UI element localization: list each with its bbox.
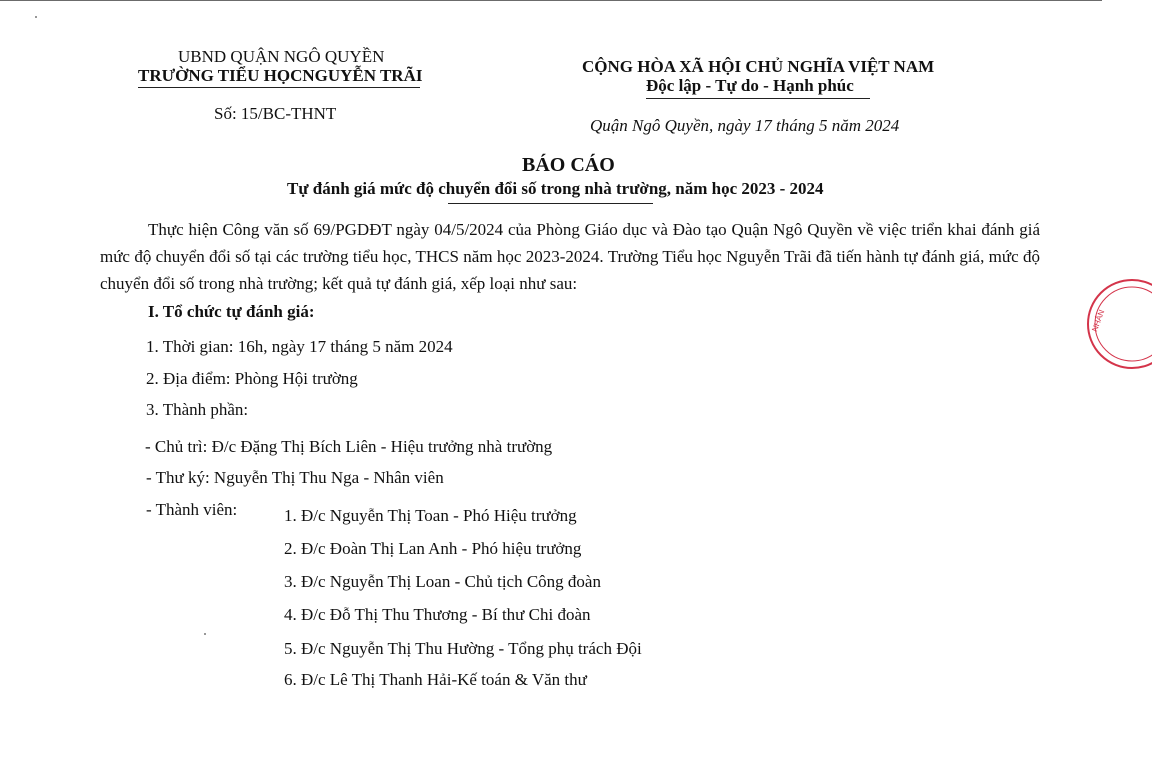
national-motto: Độc lập - Tự do - Hạnh phúc bbox=[646, 76, 854, 95]
members-label: - Thành viên: bbox=[146, 500, 238, 519]
issuing-organization: UBND QUẬN NGÔ QUYỀN bbox=[178, 47, 385, 66]
national-title: CỘNG HÒA XÃ HỘI CHỦ NGHĨA VIỆT NAM bbox=[582, 57, 935, 76]
document-title: BÁO CÁO bbox=[522, 154, 615, 176]
member-item: 5. Đ/c Nguyễn Thị Thu Hường - Tổng phụ trách Đội bbox=[284, 639, 642, 658]
stamp-text: NHÂN bbox=[1090, 308, 1107, 333]
scan-speck bbox=[204, 633, 206, 635]
secretary-line: - Thư ký: Nguyễn Thị Thu Nga - Nhân viên bbox=[146, 468, 444, 487]
subtitle-underline bbox=[448, 203, 653, 204]
scan-edge-line bbox=[0, 0, 1102, 1]
member-item: 6. Đ/c Lê Thị Thanh Hải-Kế toán & Văn thư bbox=[284, 670, 587, 689]
chairperson-line: - Chủ trì: Đ/c Đặng Thị Bích Liên - Hiệu trưởng nhà trường bbox=[145, 437, 553, 456]
intro-paragraph: Thực hiện Công văn số 69/PGDĐT ngày 04/5/2024 của Phòng Giáo dục và Đào tạo Quận Ngô Quyền về việc triển khai đánh giá mức độ chuyển đổi số tại các trường tiểu học, THCS năm học 2023-2024. Trường Tiểu học Nguyễn Trãi đã tiến hành tự đánh giá, mức độ chuyển đổi số trong nhà trường; kết quả tự đánh giá, xếp loại như sau: bbox=[100, 220, 1040, 293]
member-item: 1. Đ/c Nguyễn Thị Toan - Phó Hiệu trưởng bbox=[284, 506, 577, 525]
motto-underline bbox=[646, 98, 870, 99]
official-stamp-icon bbox=[1082, 276, 1152, 372]
document-number: Số: 15/BC-THNT bbox=[214, 104, 337, 123]
document-subtitle: Tự đánh giá mức độ chuyển đổi số trong nhà trường, năm học 2023 - 2024 bbox=[287, 179, 824, 198]
composition-heading: 3. Thành phần: bbox=[146, 400, 249, 419]
member-item: 3. Đ/c Nguyễn Thị Loan - Chủ tịch Công đoàn bbox=[284, 572, 601, 591]
school-name: TRƯỜNG TIỂU HỌCNGUYỄN TRÃI bbox=[138, 66, 423, 85]
place-and-date: Quận Ngô Quyền, ngày 17 tháng 5 năm 2024 bbox=[590, 116, 900, 135]
scan-speck bbox=[35, 16, 37, 18]
meeting-place: 2. Địa điểm: Phòng Hội trường bbox=[146, 369, 358, 388]
member-item: 4. Đ/c Đỗ Thị Thu Thương - Bí thư Chi đoàn bbox=[284, 605, 591, 624]
meeting-time: 1. Thời gian: 16h, ngày 17 tháng 5 năm 2024 bbox=[146, 337, 453, 356]
section-heading: I. Tổ chức tự đánh giá: bbox=[148, 302, 315, 321]
member-item: 2. Đ/c Đoàn Thị Lan Anh - Phó hiệu trưởng bbox=[284, 539, 582, 558]
school-name-underline bbox=[138, 87, 420, 88]
